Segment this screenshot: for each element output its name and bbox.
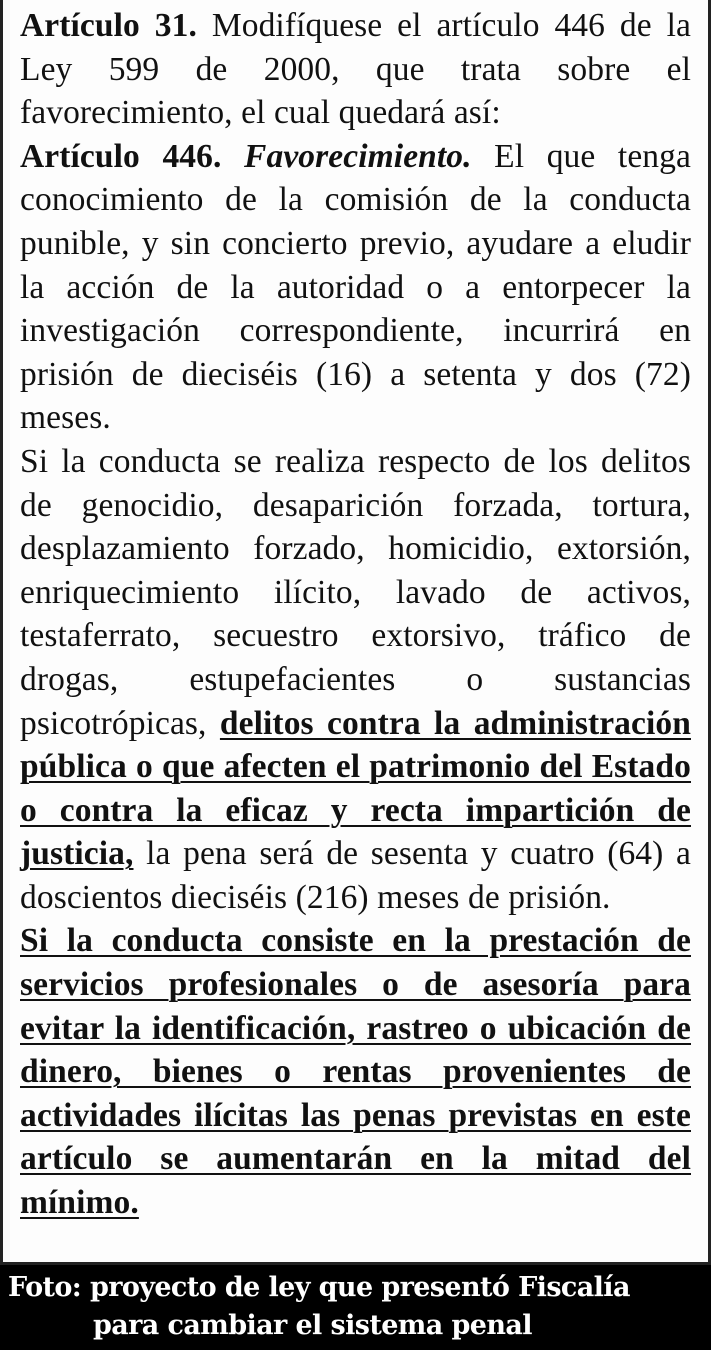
article-446-title: Favorecimiento. — [244, 137, 472, 175]
aggravating-text-after: la pena será de sesenta y cuatro (64) a doscientos dieciséis (216) meses de prisión. — [20, 835, 691, 916]
paragraph-article-31 — [20, 4, 691, 135]
article-446-heading: Artículo 446. — [20, 137, 222, 175]
aggravating-text-before: Si la conducta se realiza respecto de los delitos de genocidio, desaparición forzada, tortura, desplazamiento forzado, homicidio, extorsión, enriquecimiento ilícito, lavado de activos, testaferrato, secuestro extorsivo, tráfico de drogas, estupefacientes o sustancias psicotrópicas, — [20, 442, 691, 742]
paragraph-article-446 — [20, 135, 691, 440]
paragraph-professional-services — [20, 919, 691, 1224]
article-446-text: El que tenga conocimiento de la comisión de la conducta punible, y sin concierto previo, ayudare a eludir la acción de la autoridad o a entorpecer la investigación correspondiente, incurrirá en prisión de dieciséis (16) a setenta y dos (72) meses. — [20, 137, 691, 437]
caption-line-2: para cambiar el sistema penal — [93, 1310, 532, 1341]
caption-line-1: Foto: proyecto de ley que presentó Fiscalía — [8, 1272, 630, 1303]
article-31-text: Modifíquese el artículo 446 de la Ley 599 de 2000, que trata sobre el favorecimiento, el cual quedará así: — [20, 7, 691, 132]
photo-caption-bar — [0, 1265, 711, 1350]
professional-services-underlined-addition: Si la conducta consiste en la prestación de servicios profesionales o de asesoría para evitar la identificación, rastreo o ubicación de dinero, bienes o rentas provenientes de actividades ilícitas las penas previstas en este artículo se aumentarán en la mitad del mínimo. — [20, 922, 691, 1222]
article-31-heading: Artículo 31. — [20, 7, 197, 44]
aggravating-underlined-addition: delitos contra la administración pública o que afecten el patrimonio del Estado o contra la eficaz y recta impartición de justicia, — [20, 704, 691, 873]
paragraph-aggravating-offenses — [20, 440, 691, 920]
